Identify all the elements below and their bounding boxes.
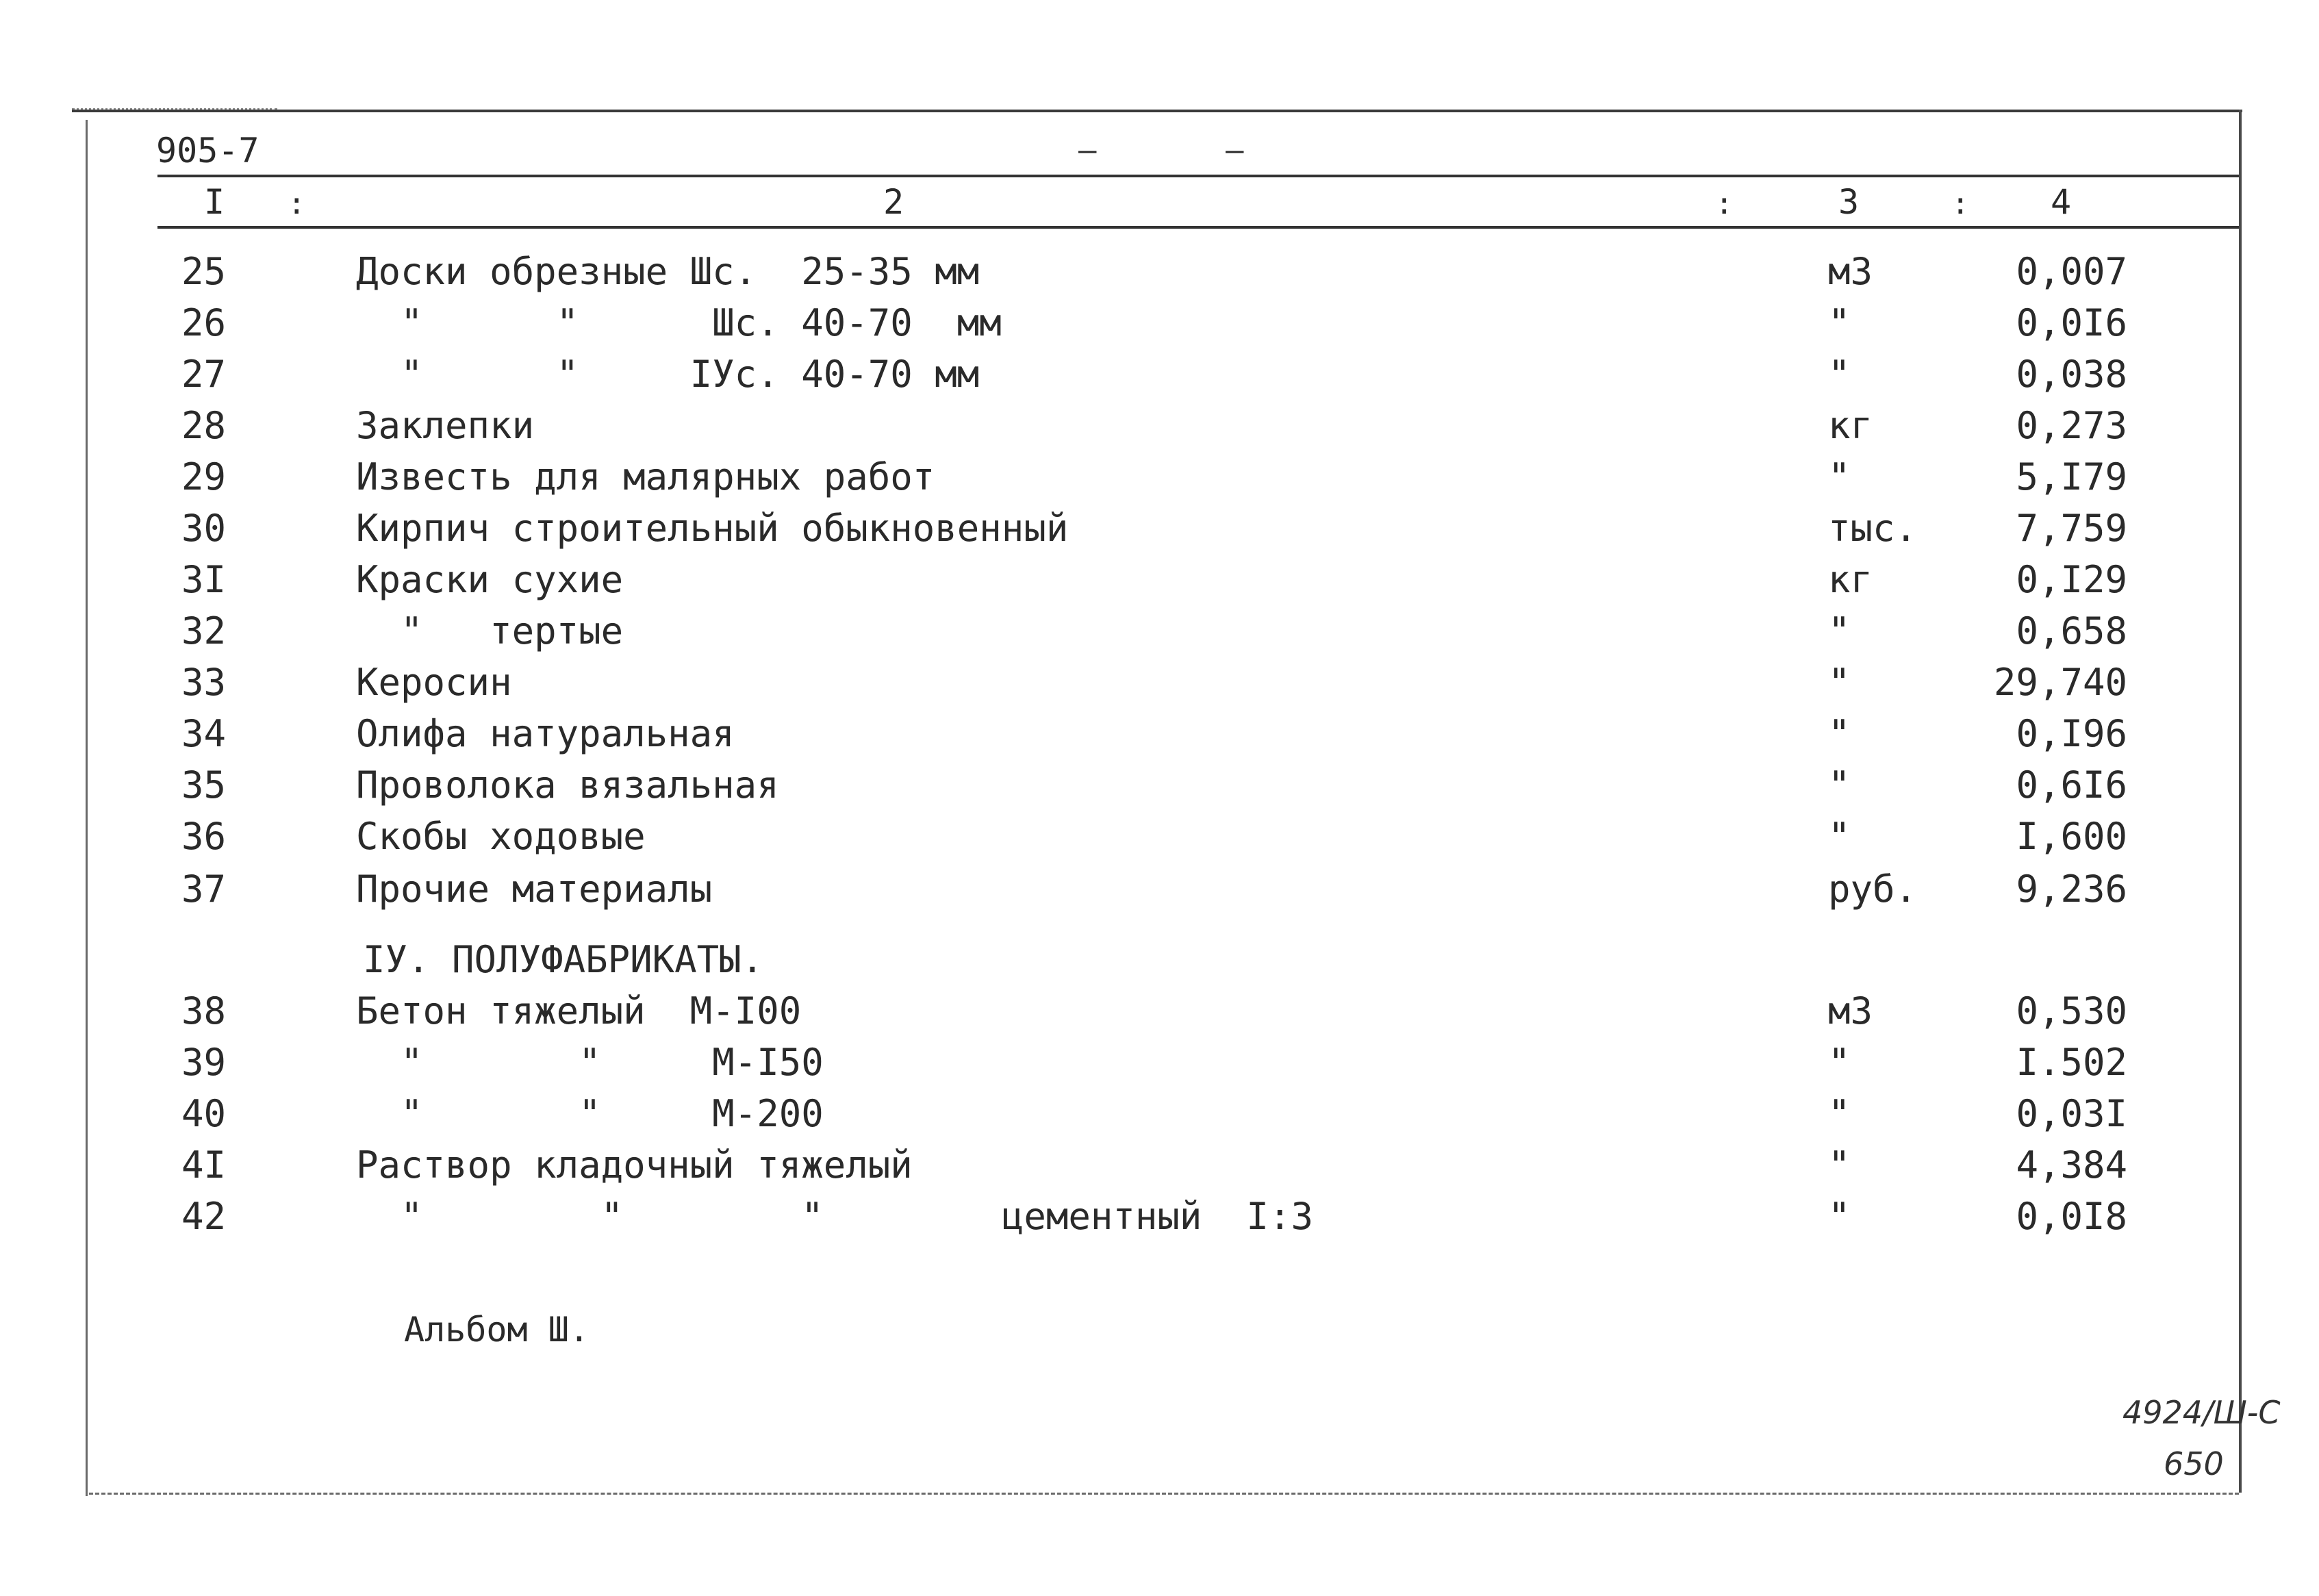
row-number: 3I xyxy=(181,558,227,601)
row-number: 29 xyxy=(181,455,227,498)
row-number: 25 xyxy=(181,250,227,293)
row-unit: " xyxy=(1828,815,1851,858)
stamp-page-number: 650 xyxy=(2164,1445,2224,1482)
header-dash-mark: – xyxy=(1078,133,1097,168)
row-unit: " xyxy=(1828,661,1851,704)
table-row xyxy=(0,760,2319,811)
row-quantity: 0,273 xyxy=(2016,404,2127,447)
row-material-name: Скобы ходовые xyxy=(356,815,646,858)
table-row xyxy=(0,657,2319,708)
table-row xyxy=(0,986,2319,1037)
column-header-2: 2 xyxy=(883,182,904,222)
row-unit: " xyxy=(1828,763,1851,807)
table-row xyxy=(0,1037,2319,1088)
table-row xyxy=(0,401,2319,451)
row-unit: кг xyxy=(1828,558,1873,601)
header-dash-mark: – xyxy=(1226,133,1244,168)
row-quantity: 0,0I6 xyxy=(2016,301,2127,344)
frame-top-border xyxy=(72,110,2242,112)
row-number: 32 xyxy=(181,609,227,653)
row-material-name: Кирпич строительный обыкновенный xyxy=(356,507,1069,550)
row-unit: " xyxy=(1828,353,1851,396)
column-header-4: 4 xyxy=(2051,182,2072,222)
header-rule-top xyxy=(157,175,2239,177)
row-number: 30 xyxy=(181,507,227,550)
document-code: 905-7 xyxy=(156,131,259,170)
row-number: 36 xyxy=(181,815,227,858)
frame-bottom-border xyxy=(89,1493,2239,1495)
row-unit: " xyxy=(1828,1041,1851,1084)
row-quantity: 0,03I xyxy=(2016,1092,2127,1135)
row-quantity: 29,740 xyxy=(1993,661,2127,704)
row-quantity: I,600 xyxy=(2016,815,2127,858)
row-unit: " xyxy=(1828,455,1851,498)
row-quantity: 0,0I8 xyxy=(2016,1195,2127,1238)
row-quantity: 0,530 xyxy=(2016,989,2127,1033)
row-material-name: " тертые xyxy=(356,609,624,653)
row-unit: руб. xyxy=(1828,867,1918,911)
row-unit: " xyxy=(1828,301,1851,344)
row-unit: м3 xyxy=(1828,989,1873,1033)
row-quantity: 0,I96 xyxy=(2016,712,2127,755)
row-material-name: " " Шс. 40-70 мм xyxy=(356,301,1002,344)
row-material-name: " " М-200 xyxy=(356,1092,824,1135)
row-quantity: 0,038 xyxy=(2016,353,2127,396)
table-row xyxy=(0,503,2319,554)
table-row xyxy=(0,452,2319,503)
row-number: 34 xyxy=(181,712,227,755)
row-unit: тыс. xyxy=(1828,507,1918,550)
row-material-name: Доски обрезные Шс. 25-35 мм xyxy=(356,250,980,293)
column-separator: : xyxy=(1715,186,1734,221)
row-number: 40 xyxy=(181,1092,227,1135)
row-number: 38 xyxy=(181,989,227,1033)
table-row xyxy=(0,1191,2319,1242)
row-number: 37 xyxy=(181,867,227,911)
row-unit: " xyxy=(1828,1195,1851,1238)
row-quantity: 9,236 xyxy=(2016,867,2127,911)
footer-note: Альбом Ш. xyxy=(404,1310,590,1350)
row-number: 28 xyxy=(181,404,227,447)
column-header-3: 3 xyxy=(1838,182,1860,222)
row-quantity: 0,658 xyxy=(2016,609,2127,653)
row-material-name: Известь для малярных работ xyxy=(356,455,935,498)
table-row xyxy=(0,1140,2319,1191)
table-row xyxy=(0,811,2319,862)
section-title: IУ. ПОЛУФАБРИКАТЫ. xyxy=(363,938,764,981)
row-number: 33 xyxy=(181,661,227,704)
row-material-name: Краски сухие xyxy=(356,558,624,601)
table-row xyxy=(0,349,2319,400)
row-material-name: Заклепки xyxy=(356,404,535,447)
column-header-1: I xyxy=(204,182,225,222)
row-quantity: 7,759 xyxy=(2016,507,2127,550)
row-unit: " xyxy=(1828,609,1851,653)
table-row xyxy=(0,555,2319,605)
header-rule-bottom xyxy=(157,226,2239,229)
row-material-name: " " " цементный I:3 xyxy=(356,1195,1313,1238)
row-quantity: I.502 xyxy=(2016,1041,2127,1084)
row-number: 42 xyxy=(181,1195,227,1238)
column-separator: : xyxy=(1951,186,1970,221)
row-number: 27 xyxy=(181,353,227,396)
table-row xyxy=(0,1089,2319,1139)
table-row xyxy=(0,864,2319,915)
table-row xyxy=(0,709,2319,759)
row-material-name: Бетон тяжелый М-I00 xyxy=(356,989,802,1033)
row-number: 35 xyxy=(181,763,227,807)
stamp-code: 4924/Ш-С xyxy=(2122,1394,2281,1431)
row-quantity: 5,I79 xyxy=(2016,455,2127,498)
row-number: 39 xyxy=(181,1041,227,1084)
row-material-name: Олифа натуральная xyxy=(356,712,735,755)
row-number: 26 xyxy=(181,301,227,344)
table-row xyxy=(0,298,2319,349)
row-material-name: " " IУс. 40-70 мм xyxy=(356,353,980,396)
row-number: 4I xyxy=(181,1143,227,1187)
row-material-name: " " М-I50 xyxy=(356,1041,824,1084)
row-unit: кг xyxy=(1828,404,1873,447)
row-quantity: 4,384 xyxy=(2016,1143,2127,1187)
row-material-name: Керосин xyxy=(356,661,512,704)
row-quantity: 0,6I6 xyxy=(2016,763,2127,807)
row-unit: м3 xyxy=(1828,250,1873,293)
row-material-name: Проволока вязальная xyxy=(356,763,779,807)
table-row xyxy=(0,606,2319,657)
row-quantity: 0,I29 xyxy=(2016,558,2127,601)
table-row xyxy=(0,246,2319,297)
column-separator: : xyxy=(288,186,306,221)
row-material-name: Раствор кладочный тяжелый xyxy=(356,1143,913,1187)
row-quantity: 0,007 xyxy=(2016,250,2127,293)
row-material-name: Прочие материалы xyxy=(356,867,713,911)
row-unit: " xyxy=(1828,712,1851,755)
row-unit: " xyxy=(1828,1143,1851,1187)
row-unit: " xyxy=(1828,1092,1851,1135)
